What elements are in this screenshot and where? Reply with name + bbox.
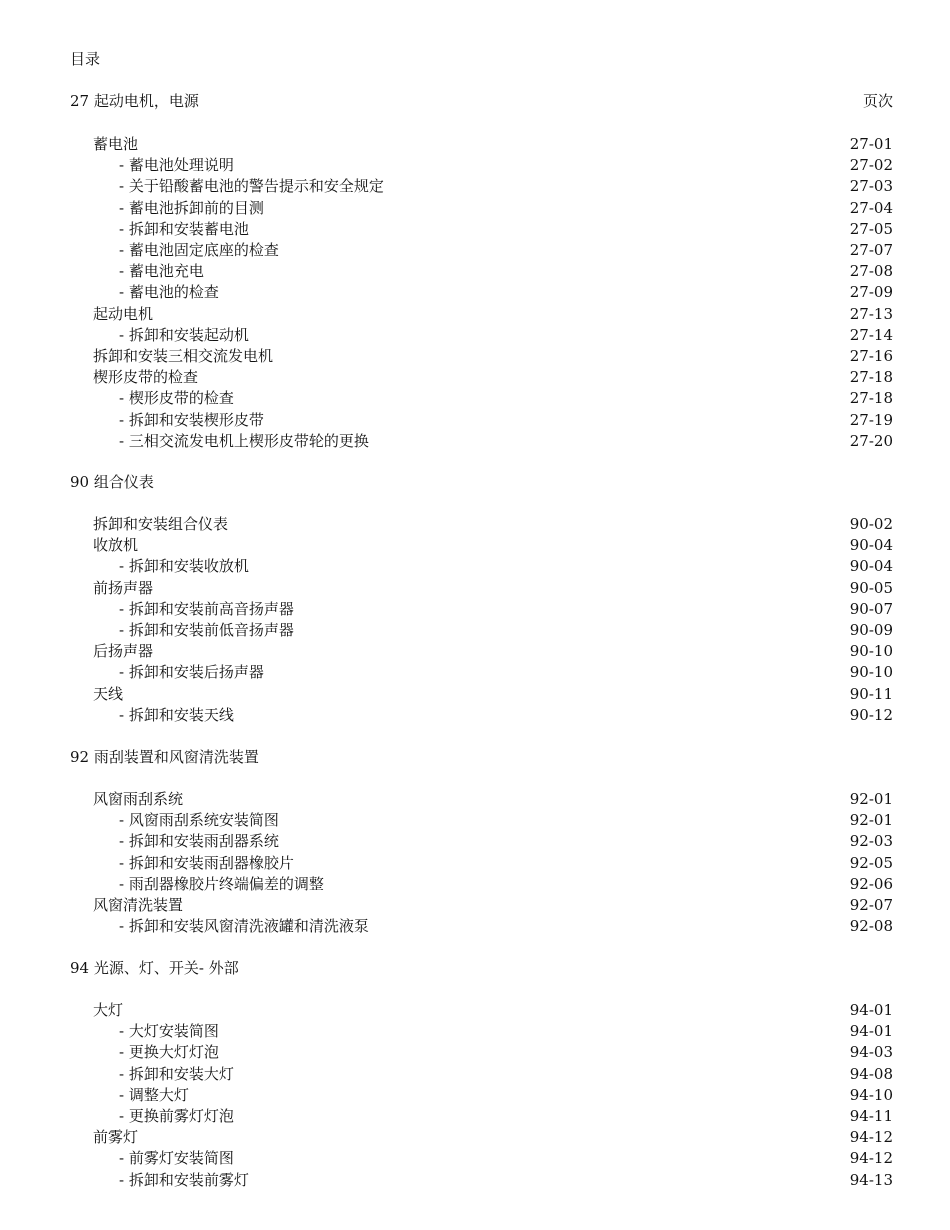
entry-label: 起动电机 bbox=[93, 304, 154, 323]
entry-label: - 楔形皮带的检查 bbox=[119, 389, 234, 408]
toc-subentry bbox=[0, 1085, 950, 1106]
toc-subentry bbox=[0, 831, 950, 852]
entry-label: 后扬声器 bbox=[93, 642, 154, 661]
entry-label bbox=[70, 747, 259, 768]
entry-page-number: 27-02 bbox=[849, 156, 893, 175]
section-number: 27 bbox=[70, 92, 90, 110]
entry-label: 前扬声器 bbox=[93, 578, 154, 597]
toc-subentry bbox=[0, 219, 950, 240]
entry-label bbox=[70, 958, 239, 979]
entry-label: 大灯 bbox=[93, 1001, 124, 1019]
toc-subentry bbox=[0, 240, 950, 261]
toc-subentry bbox=[0, 155, 950, 176]
page-column-header: 页次 bbox=[862, 92, 893, 110]
toc-subentry bbox=[0, 282, 950, 303]
toc-entry bbox=[0, 367, 950, 388]
section-heading bbox=[0, 91, 950, 112]
entry-label: - 大灯安装简图 bbox=[119, 1022, 219, 1041]
entry-page-number: 90-10 bbox=[849, 663, 893, 682]
entry-page-number: 27-07 bbox=[849, 241, 893, 259]
section-heading bbox=[0, 747, 950, 768]
entry-label: - 拆卸和安装蓄电池 bbox=[119, 219, 249, 238]
entry-label: 风窗雨刮系统 bbox=[93, 790, 184, 808]
section-number: 92 bbox=[70, 748, 90, 766]
entry-page-number: 94-12 bbox=[849, 1149, 893, 1168]
section-title: 雨刮装置和风窗清洗装置 bbox=[93, 748, 259, 766]
toc-entry bbox=[0, 346, 950, 367]
entry-label: - 拆卸和安装楔形皮带 bbox=[119, 410, 264, 429]
entry-page-number: 92-01 bbox=[849, 811, 893, 830]
toc-subentry bbox=[0, 1021, 950, 1042]
section-title: 起动电机，电源 bbox=[93, 92, 199, 110]
entry-page-number: 94-10 bbox=[849, 1085, 893, 1104]
toc-subentry bbox=[0, 853, 950, 874]
section-number: 90 bbox=[70, 473, 90, 491]
entry-page-number: 27-05 bbox=[849, 219, 893, 238]
entry-label: - 蓄电池的检查 bbox=[119, 283, 219, 302]
entry-label: - 拆卸和安装大灯 bbox=[119, 1064, 234, 1083]
entry-label: - 拆卸和安装收放机 bbox=[119, 557, 249, 576]
entry-label: - 蓄电池拆卸前的目测 bbox=[119, 198, 264, 217]
entry-page-number: 90-11 bbox=[849, 684, 893, 703]
toc-subentry bbox=[0, 662, 950, 683]
entry-page-number: 90-10 bbox=[849, 642, 893, 661]
entry-label bbox=[70, 472, 154, 493]
toc-entry bbox=[0, 789, 950, 810]
entry-page-number: 27-18 bbox=[849, 389, 893, 408]
entry-label: 前雾灯 bbox=[93, 1128, 139, 1147]
entry-page-number: 27-08 bbox=[849, 262, 893, 281]
entry-page-number: 94-11 bbox=[849, 1107, 893, 1125]
entry-page-number: 90-05 bbox=[849, 578, 893, 597]
toc-subentry bbox=[0, 556, 950, 577]
toc-subentry bbox=[0, 431, 950, 452]
page-title: 目录 bbox=[70, 50, 101, 68]
toc-entry bbox=[0, 578, 950, 599]
toc-subentry bbox=[0, 1106, 950, 1127]
entry-page-number: 94-13 bbox=[849, 1170, 893, 1189]
entry-page-number: 92-08 bbox=[849, 917, 893, 936]
entry-label: 收放机 bbox=[93, 536, 139, 555]
entry-label: 楔形皮带的检查 bbox=[93, 368, 199, 387]
entry-page-number: 27-16 bbox=[849, 347, 893, 365]
toc-subentry bbox=[0, 874, 950, 895]
toc-entry bbox=[0, 514, 950, 535]
entry-label: 天线 bbox=[93, 684, 124, 703]
entry-label: - 拆卸和安装天线 bbox=[119, 705, 234, 724]
section-title: 组合仪表 bbox=[93, 473, 154, 491]
entry-page-number: 92-05 bbox=[849, 853, 893, 872]
toc-entry bbox=[0, 641, 950, 662]
entry-page-number: 94-01 bbox=[849, 1001, 893, 1019]
entry-label: - 更换前雾灯灯泡 bbox=[119, 1107, 234, 1125]
toc-subentry bbox=[0, 261, 950, 282]
toc-subentry bbox=[0, 176, 950, 197]
section-heading bbox=[0, 472, 950, 493]
entry-page-number: 27-19 bbox=[849, 410, 893, 429]
toc-subentry bbox=[0, 325, 950, 346]
toc-entry bbox=[0, 304, 950, 325]
toc-subentry bbox=[0, 1170, 950, 1191]
entry-label: - 拆卸和安装后扬声器 bbox=[119, 663, 264, 682]
entry-label: - 蓄电池固定底座的检查 bbox=[119, 241, 279, 259]
entry-label: - 蓄电池处理说明 bbox=[119, 156, 234, 175]
entry-page-number: 27-03 bbox=[849, 177, 893, 196]
toc-subentry bbox=[0, 388, 950, 409]
entry-label: - 拆卸和安装前高音扬声器 bbox=[119, 599, 294, 618]
toc-subentry bbox=[0, 810, 950, 831]
section-heading bbox=[0, 958, 950, 979]
toc-subentry bbox=[0, 916, 950, 937]
entry-label: - 关于铅酸蓄电池的警告提示和安全规定 bbox=[119, 177, 384, 196]
entry-label: - 雨刮器橡胶片终端偏差的调整 bbox=[119, 874, 324, 893]
entry-page-number: 27-01 bbox=[849, 135, 893, 153]
entry-label: - 拆卸和安装风窗清洗液罐和清洗液泵 bbox=[119, 917, 369, 936]
toc-entry bbox=[0, 535, 950, 556]
entry-page-number: 92-06 bbox=[849, 874, 893, 893]
entry-page-number: 90-09 bbox=[849, 621, 893, 639]
entry-label: - 拆卸和安装前低音扬声器 bbox=[119, 621, 294, 639]
toc-subentry bbox=[0, 1042, 950, 1063]
entry-label: 拆卸和安装组合仪表 bbox=[93, 515, 229, 533]
entry-label: - 调整大灯 bbox=[119, 1085, 189, 1104]
entry-page-number: 90-04 bbox=[849, 557, 893, 576]
entry-label bbox=[70, 91, 199, 112]
entry-page-number: 90-04 bbox=[849, 536, 893, 555]
entry-page-number: 92-07 bbox=[849, 896, 893, 914]
entry-label: - 三相交流发电机上楔形皮带轮的更换 bbox=[119, 431, 369, 450]
toc-subentry bbox=[0, 599, 950, 620]
toc-entry bbox=[0, 1127, 950, 1148]
entry-label: - 拆卸和安装前雾灯 bbox=[119, 1170, 249, 1189]
entry-label: 风窗清洗装置 bbox=[93, 896, 184, 914]
entry-page-number: 27-14 bbox=[849, 325, 893, 344]
toc-subentry bbox=[0, 1148, 950, 1169]
entry-label: - 风窗雨刮系统安装简图 bbox=[119, 811, 279, 830]
entry-page-number: 92-03 bbox=[849, 832, 893, 851]
section-number: 94 bbox=[70, 959, 90, 977]
entry-page-number: 27-04 bbox=[849, 198, 893, 217]
toc-subentry bbox=[0, 198, 950, 219]
entry-page-number: 92-01 bbox=[849, 790, 893, 808]
entry-page-number: 94-12 bbox=[849, 1128, 893, 1147]
entry-label: - 拆卸和安装起动机 bbox=[119, 325, 249, 344]
entry-page-number: 90-02 bbox=[849, 515, 893, 533]
entry-label: - 拆卸和安装雨刮器系统 bbox=[119, 832, 279, 851]
toc-entry bbox=[0, 895, 950, 916]
toc-entry bbox=[0, 134, 950, 155]
entry-page-number: 94-03 bbox=[849, 1043, 893, 1062]
entry-page-number: 94-08 bbox=[849, 1064, 893, 1083]
section-title: 光源、灯、开关- 外部 bbox=[93, 959, 239, 977]
toc-subentry bbox=[0, 705, 950, 726]
toc-entry bbox=[0, 1000, 950, 1021]
entry-label: - 前雾灯安装简图 bbox=[119, 1149, 234, 1168]
entry-label: - 蓄电池充电 bbox=[119, 262, 204, 281]
entry-page-number: 27-20 bbox=[849, 431, 893, 450]
entry-label: 蓄电池 bbox=[93, 135, 139, 153]
toc-subentry bbox=[0, 1064, 950, 1085]
toc-subentry bbox=[0, 620, 950, 641]
entry-label: - 更换大灯灯泡 bbox=[119, 1043, 219, 1062]
entry-page-number: 27-09 bbox=[849, 283, 893, 302]
entry-label: - 拆卸和安装雨刮器橡胶片 bbox=[119, 853, 294, 872]
entry-page-number: 27-13 bbox=[849, 304, 893, 323]
entry-label: 拆卸和安装三相交流发电机 bbox=[93, 347, 274, 365]
toc-subentry bbox=[0, 410, 950, 431]
toc-entry bbox=[0, 684, 950, 705]
entry-page-number: 90-12 bbox=[849, 705, 893, 724]
entry-page-number: 94-01 bbox=[849, 1022, 893, 1041]
entry-page-number: 90-07 bbox=[849, 599, 893, 618]
entry-page-number: 27-18 bbox=[849, 368, 893, 387]
